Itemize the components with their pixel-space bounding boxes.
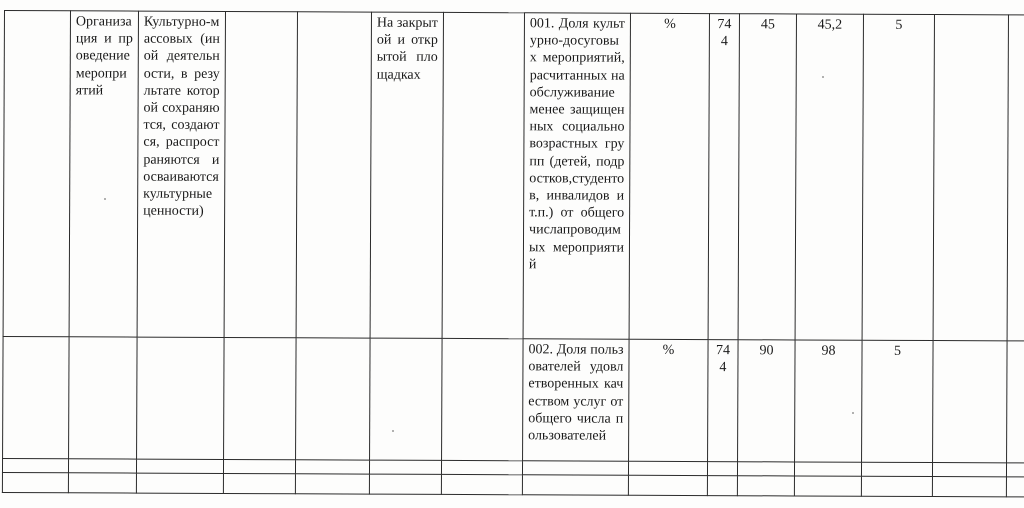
- empty-cell: [223, 459, 295, 473]
- approved-value-cell: 90: [738, 340, 796, 462]
- actual-value-cell: 98: [795, 340, 863, 462]
- empty-cell: [1007, 341, 1024, 463]
- condition-cell: На закрытой и открытой площадках: [370, 12, 443, 338]
- scan-speck: [392, 430, 394, 432]
- empty-cell: [794, 462, 861, 476]
- empty-cell: [69, 337, 138, 459]
- activity-cell: Организация и проведение мероприятий: [69, 11, 138, 337]
- empty-cell: [68, 459, 136, 473]
- empty-cell: [861, 462, 932, 476]
- empty-cell: [3, 336, 70, 458]
- empty-cell: [369, 474, 441, 494]
- indicator-cell: 001. Доля культурно-досуговых мероприятий, расчитанных на обслуживание менее защищенных социально возрастных групп (детей, подростков,студентов, инвалидов и т.п.) от общего числапроводимых мероприятий: [523, 13, 630, 339]
- empty-cell: [224, 11, 297, 337]
- okei-code-cell: 744: [708, 340, 739, 462]
- approved-value-cell: 45: [738, 14, 796, 340]
- empty-cell: [628, 461, 707, 475]
- empty-cell: [2, 472, 68, 492]
- unit-cell: %: [629, 13, 709, 339]
- scan-speck: [822, 76, 824, 78]
- empty-cell: [861, 476, 932, 496]
- okei-code-cell: 744: [708, 14, 739, 340]
- content-cell: Культурно-массовых (иной деятельности, в результате которой сохраняются, создаются, распространяются и осваиваются культурные ценности): [137, 11, 225, 337]
- empty-cell: [296, 338, 371, 460]
- empty-cell: [442, 338, 524, 460]
- scan-speck: [104, 198, 106, 200]
- service-quality-table: [2, 10, 1024, 498]
- allowed-deviation-cell: 5: [862, 14, 934, 340]
- table-row: [3, 11, 1024, 342]
- empty-cell: [296, 12, 371, 338]
- table-row: [2, 472, 1024, 497]
- empty-cell: [2, 458, 68, 472]
- unit-cell: %: [629, 339, 709, 461]
- indicator-cell: 002. Доля пользователей удовлетворенных качеством услуг от общего числа пользователей: [523, 339, 630, 461]
- empty-cell: [295, 474, 369, 494]
- empty-cell: [1006, 463, 1024, 477]
- row-number-cell: [3, 11, 70, 337]
- empty-cell: [369, 460, 441, 474]
- empty-cell: [933, 15, 1008, 341]
- empty-cell: [794, 476, 861, 496]
- empty-cell: [441, 460, 522, 474]
- empty-cell: [707, 476, 737, 496]
- empty-cell: [628, 475, 707, 495]
- empty-cell: [224, 337, 297, 459]
- actual-value-cell: 45,2: [795, 14, 863, 340]
- empty-cell: [136, 473, 223, 493]
- empty-cell: [442, 12, 524, 338]
- empty-cell: [370, 338, 443, 460]
- empty-cell: [441, 474, 522, 494]
- allowed-deviation-cell: 5: [862, 340, 934, 462]
- empty-cell: [932, 463, 1006, 477]
- empty-cell: [522, 461, 628, 475]
- empty-cell: [295, 460, 369, 474]
- empty-cell: [136, 459, 223, 473]
- empty-cell: [737, 462, 794, 476]
- empty-cell: [68, 473, 136, 493]
- table-row: [3, 336, 1024, 463]
- empty-cell: [737, 476, 794, 496]
- empty-cell: [137, 337, 225, 459]
- empty-cell: [1007, 15, 1024, 341]
- empty-cell: [707, 462, 737, 476]
- scan-speck: [852, 412, 854, 414]
- empty-cell: [223, 473, 295, 493]
- empty-cell: [522, 475, 628, 495]
- empty-cell: [1006, 477, 1024, 497]
- empty-cell: [932, 477, 1006, 497]
- empty-cell: [933, 341, 1008, 463]
